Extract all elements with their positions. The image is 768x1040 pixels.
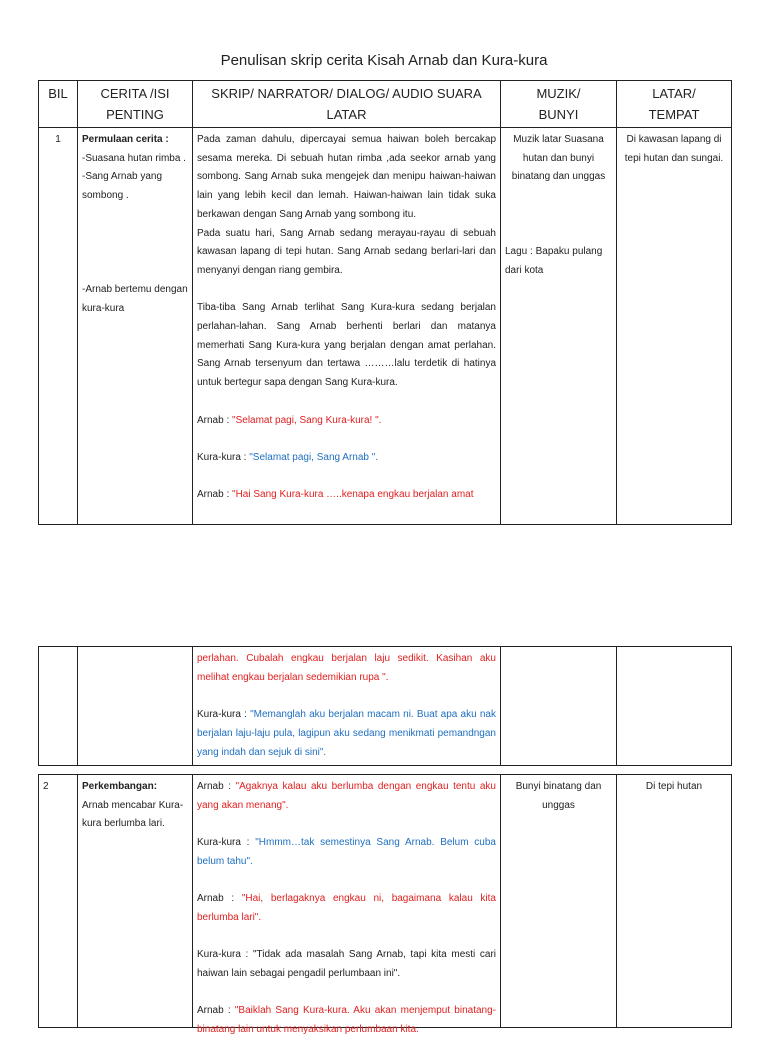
table-row <box>39 128 732 525</box>
cerita-cell <box>78 647 193 766</box>
muzik-text: Lagu : Bapaku pulang dari kota <box>505 246 603 276</box>
cerita-cell <box>78 128 193 525</box>
muzik-cell <box>501 647 617 766</box>
dialog-line: Kura-kura : "Memanglah aku berjalan macam ni. Buat apa aku nak berjalan laju-laju pula, lagipun aku sedang menikmati pemandngan yang indah dan sejuk di sini". <box>197 709 496 758</box>
dialog-line: perlahan. Cubalah engkau berjalan laju sedikit. Kasihan aku melihat engkau berjalan sedemikian rupa ". <box>197 653 496 683</box>
page-title: Penulisan skrip cerita Kisah Arnab dan Kura-kura <box>220 52 548 69</box>
script-table <box>38 80 732 525</box>
latar-cell: Di kawasan lapang di tepi hutan dan sungai. <box>617 128 732 525</box>
skrip-cell <box>193 128 501 525</box>
row-number <box>39 647 78 766</box>
cerita-cell <box>78 775 193 1028</box>
header-muzik: MUZIK/ BUNYI <box>501 81 617 128</box>
script-table-continued <box>38 646 732 766</box>
dialog-line: Arnab : "Agaknya kalau aku berlumba dengan engkau tentu aku yang akan menang". <box>197 781 496 811</box>
cerita-point: -Sang Arnab yang sombong . <box>82 171 163 202</box>
latar-cell <box>617 647 732 766</box>
dialog-line: Arnab : "Baiklah Sang Kura-kura. Aku akan menjemput binatang-binatang lain untuk menyaksikan perlumbaan kita. <box>197 1005 496 1036</box>
script-table-part-2 <box>38 774 732 1036</box>
narration: Tiba-tiba Sang Arnab terlihat Sang Kura-kura sedang berjalan perlahan-lahan. Sang Arnab berhenti berlari dan matanya memerhati Sang Kura-kura yang berjalan dengan amat perlahan. Sang Arnab tersenyum dan tertawa ………lalu terdetik di hatinya untuk bertegur sapa dengan Sang Kura-kura. <box>197 302 496 389</box>
cerita-point: Arnab mencabar Kura-kura berlumba lari. <box>82 799 184 830</box>
header-bil: BIL <box>39 81 78 128</box>
dialog-line: Arnab : "Hai, berlagaknya engkau ni, bagaimana kalau kita berlumba lari". <box>197 893 496 923</box>
latar-cell: Di tepi hutan <box>617 775 732 1028</box>
narration: Pada zaman dahulu, dipercayai semua haiwan boleh bercakap sesama mereka. Di sebuah hutan rimba ,ada seekor arnab yang sombong. Sang Arnab suka mengejek dan menipu haiwan-haiwan lain yang lebih kecil dan lemah. Haiwan-haiwan lain tidak suka berkawan dengan Sang Arnab yang sombong itu. <box>197 134 496 220</box>
dialog-line: Kura-kura : "Hmmm…tak semestinya Sang Arnab. Belum cuba belum tahu". <box>197 837 496 867</box>
table-header-row <box>39 81 732 128</box>
cerita-heading: Perkembangan: <box>82 781 158 792</box>
dialog-line: Kura-kura : "Tidak ada masalah Sang Arnab, tapi kita mesti cari haiwan lain sebagai pengadil perlumbaan ini". <box>197 949 496 979</box>
muzik-text: Muzik latar Suasana hutan dan bunyi binatang dan unggas <box>511 134 606 183</box>
header-skrip: SKRIP/ NARRATOR/ DIALOG/ AUDIO SUARA LATAR <box>193 81 501 128</box>
cerita-point: -Arnab bertemu dengan kura-kura <box>82 283 188 314</box>
muzik-cell <box>501 128 617 525</box>
cerita-point: -Suasana hutan rimba . <box>82 152 186 164</box>
row-number: 1 <box>39 128 78 525</box>
cerita-heading: Permulaan cerita : <box>82 134 169 145</box>
dialog-line: Kura-kura : "Selamat pagi, Sang Arnab ". <box>197 451 379 463</box>
table-row <box>39 647 732 766</box>
table-row <box>39 775 732 1028</box>
dialog-line: Arnab : "Selamat pagi, Sang Kura-kura! ". <box>197 414 382 426</box>
skrip-cell <box>193 775 501 1036</box>
dialog-line: Arnab : "Hai Sang Kura-kura …..kenapa engkau berjalan amat <box>197 489 474 501</box>
skrip-cell <box>193 647 501 766</box>
header-latar: LATAR/ TEMPAT <box>617 81 732 128</box>
row-number: 2 <box>39 775 78 1028</box>
header-cerita: CERITA /ISI PENTING <box>78 81 193 128</box>
muzik-cell: Bunyi binatang dan unggas <box>501 775 617 1028</box>
narration: Pada suatu hari, Sang Arnab sedang merayau-rayau di sebuah kawasan lapang di tepi hutan. Sang Arnab sedang berlari-lari dan menyanyi dengan riang gembira. <box>197 227 496 276</box>
